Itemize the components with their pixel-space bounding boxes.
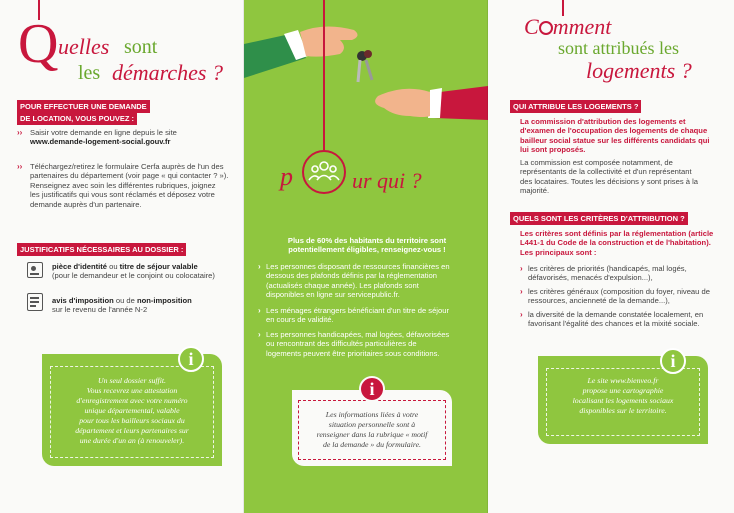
chevron-right-icon: › bbox=[258, 330, 261, 339]
doc-imposition: avis d'imposition ou de non-imposition sur le revenu de l'année N-2 bbox=[52, 296, 192, 315]
critere-priorites: les critères de priorités (handicapés, mal logés, défavorisés, menacés d'expulsion...), bbox=[528, 264, 687, 283]
chevron-right-icon: › bbox=[520, 264, 523, 273]
chevron-right-icon: › bbox=[258, 306, 261, 315]
title-pour-qui: ur qui ? bbox=[352, 168, 422, 193]
title-sont: sont bbox=[124, 36, 158, 58]
section-label-demande-2: DE LOCATION, VOUS POUVEZ : bbox=[17, 112, 137, 125]
title-o-ring bbox=[539, 21, 553, 35]
section-label-justificatifs: JUSTIFICATIFS NÉCESSAIRES AU DOSSIER : bbox=[17, 243, 186, 256]
key-blade-2 bbox=[366, 60, 372, 80]
title-sont-attribues: sont attribués les bbox=[558, 38, 679, 58]
info-text-situation: Les informations liées à votre situation personnelle sont à renseigner dans la rubrique « motif de la demande » du formulaire. bbox=[316, 410, 428, 449]
title-initial-q: Q bbox=[18, 13, 59, 75]
group-people-icon bbox=[302, 150, 346, 194]
keys-handover-illustration bbox=[244, 0, 488, 150]
chevron-right-icon: › bbox=[520, 310, 523, 319]
bullet-ressources: Les personnes disposant de ressources financières en dessous des plafonds définis par la réglementation (actualisés chaque année). Les plafonds sont disponibles en ligne sur servicepublic.fr. bbox=[266, 262, 450, 300]
info-box-dossier bbox=[42, 349, 222, 466]
right-hand bbox=[375, 89, 430, 117]
id-card-icon bbox=[27, 262, 43, 278]
critere-diversite: la diversité de la demande constatée localement, en favorisant l'égalité des chances et la mixité sociale. bbox=[528, 310, 704, 329]
info-box-bienveo bbox=[538, 351, 708, 444]
bullet-etrangers: Les ménages étrangers bénéficiant d'un titre de séjour en cours de validité. bbox=[266, 306, 449, 325]
chevron-right-icon: › bbox=[520, 287, 523, 296]
commission-text: La commission d'attribution des logements et d'examen de l'occupation des logements de chaque bailleur social statue sur les différents candidats qui lui sont proposés. bbox=[520, 117, 710, 155]
panel-attribution bbox=[488, 0, 734, 513]
info-icon: i bbox=[359, 376, 385, 402]
item-cerfa: Téléchargez/retirez le formulaire Cerfa auprès de l'un des partenaires du département (voir page « qui contacter ? »). Renseignez avec soin les différentes rubriques, joignez les justificatifs qui vous sont réclamés et déposez votre demande auprès d'un partenaire. bbox=[30, 162, 229, 209]
info-box-situation bbox=[292, 379, 452, 466]
panel-demarches bbox=[0, 0, 244, 513]
item-saisir: Saisir votre demande en ligne depuis le site www.demande-logement-social.gouv.fr bbox=[30, 128, 240, 147]
title-demarches: démarches ? bbox=[112, 60, 223, 85]
title-les: les bbox=[78, 62, 101, 84]
info-text-bienveo: Le site www.bienveo.fr propose une cartographie localisant les logements sociaux disponibles sur le territoire. bbox=[572, 376, 674, 415]
criteres-intro: Les critères sont définis par la réglementation (article L441-1 du Code de la construction et de l'habitation). Les principaux sont : bbox=[520, 229, 714, 257]
section-label-criteres: QUELS SONT LES CRITÈRES D'ATTRIBUTION ? bbox=[510, 212, 688, 225]
composition-text: La commission est composée notamment, de représentants de la collectivité et d'un représentant des locataires. Toutes les décisions y sont prises à la majorité. bbox=[520, 158, 698, 196]
right-sleeve bbox=[434, 86, 488, 120]
title-initial-p: p bbox=[280, 162, 293, 191]
chevron-right-icon: ›› bbox=[17, 128, 23, 137]
title-uelles: uelles bbox=[58, 34, 110, 59]
section-label-qui-attribue: QUI ATTRIBUE LES LOGEMENTS ? bbox=[510, 100, 641, 113]
tax-document-icon bbox=[27, 293, 43, 311]
intro-eligibilite: Plus de 60% des habitants du territoire sont potentiellement éligibles, renseignez-vous ! bbox=[287, 236, 447, 255]
critere-generaux: les critères généraux (composition du foyer, niveau de ressources, ancienneté de la demande...), bbox=[528, 287, 710, 306]
panel-pour-qui bbox=[244, 0, 488, 513]
left-hand bbox=[300, 26, 358, 56]
key-fob bbox=[364, 50, 372, 58]
info-text-dossier: Un seul dossier suffit. Vous recevrez une attestation d'enregistrement avec votre numéro unique départemental, valable pour tous les bailleurs sociaux du département et leurs partenaires sur une durée d'un an (à renouveler). bbox=[75, 376, 189, 445]
right-cuff bbox=[428, 88, 442, 118]
key-blade-1 bbox=[358, 60, 360, 82]
info-icon: i bbox=[178, 346, 204, 372]
bullet-handicapees: Les personnes handicapées, mal logées, défavorisées ou rencontrant des difficultés particulières de logements peuvent être prioritaires sous conditions. bbox=[266, 330, 450, 358]
chevron-right-icon: ›› bbox=[17, 162, 23, 171]
info-icon: i bbox=[660, 348, 686, 374]
section-label-demande: POUR EFFECTUER UNE DEMANDE bbox=[17, 100, 150, 113]
doc-identite: pièce d'identité ou titre de séjour valable (pour le demandeur et le conjoint ou colocataire) bbox=[52, 262, 215, 281]
chevron-right-icon: › bbox=[258, 262, 261, 271]
link-demande-logement[interactable]: www.demande-logement-social.gouv.fr bbox=[30, 137, 171, 147]
title-logements: logements ? bbox=[586, 58, 692, 83]
title-initial-c: C mment bbox=[524, 14, 612, 39]
